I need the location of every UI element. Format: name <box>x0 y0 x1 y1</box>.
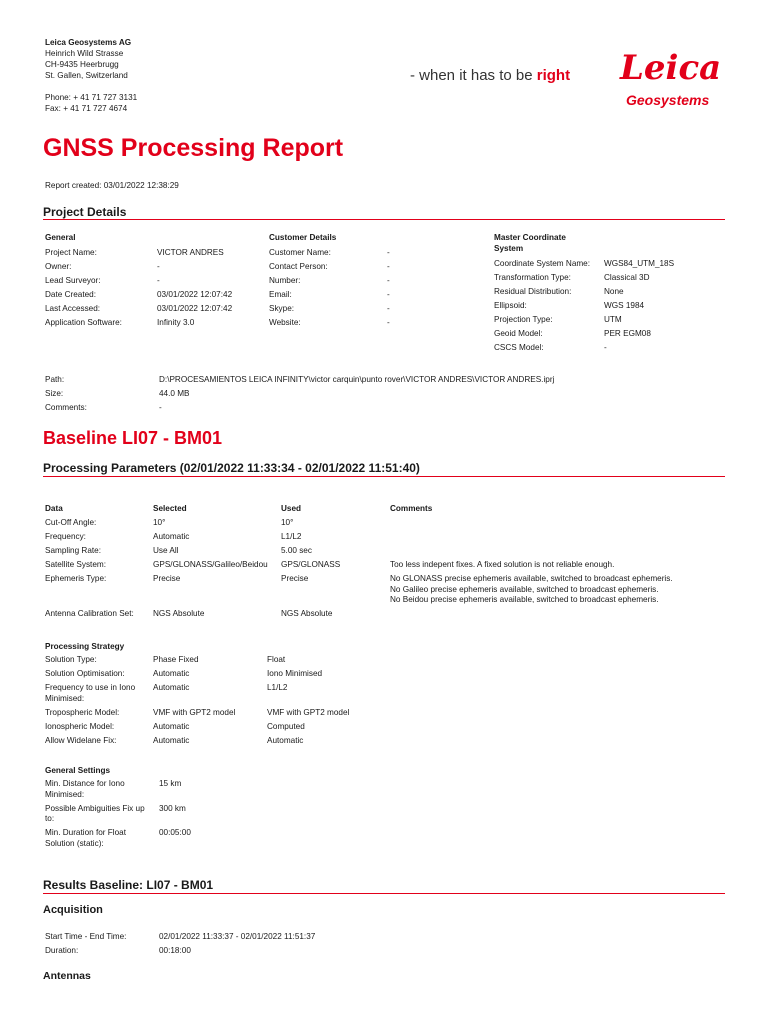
company-fax: Fax: + 41 71 727 4674 <box>45 104 128 113</box>
tagline-emph: right <box>536 67 571 84</box>
kv-key: Skype: <box>269 304 295 313</box>
params-selected: GPS/GLONASS/Galileo/Beidou <box>153 560 268 569</box>
acquisition-row <box>45 932 545 943</box>
acquisition-key: Duration: <box>45 946 79 955</box>
params-used: 10° <box>281 518 294 527</box>
strategy-table <box>45 641 445 750</box>
strategy-used: Automatic <box>267 735 304 745</box>
acquisition-value: 02/01/2022 11:33:37 - 02/01/2022 11:51:37 <box>159 932 316 941</box>
strategy-row <box>45 683 445 704</box>
params-comment: Too less indepent fixes. A fixed solution is not reliable enough. <box>390 560 615 569</box>
kv-value: 03/01/2022 12:07:42 <box>157 290 233 299</box>
brand-tagline <box>410 67 570 84</box>
params-row <box>45 574 735 606</box>
kv-key: Path: <box>45 375 65 384</box>
settings-value: 00:05:00 <box>159 828 191 837</box>
company-name: Leica Geosystems AG <box>45 38 132 47</box>
kv-value: - <box>604 343 607 352</box>
params-comment: No GLONASS precise ephemeris available, switched to broadcast ephemeris. No Galileo precise ephemeris available, switched to broadcast ephemeris. No Beidou precise ephemeris available, switched to broadcast ephemeris. <box>390 574 673 604</box>
settings-row <box>45 828 445 849</box>
strategy-key: Tropospheric Model: <box>45 707 120 717</box>
general-group <box>45 232 245 331</box>
params-col-header: Selected <box>153 504 187 513</box>
kv-value: WGS84_UTM_18S <box>604 259 675 268</box>
kv-row <box>269 261 469 272</box>
kv-key: Number: <box>269 276 301 285</box>
kv-key: CSCS Model: <box>494 343 544 352</box>
params-key: Antenna Calibration Set: <box>45 609 134 618</box>
strategy-used: Float <box>267 655 286 664</box>
kv-row <box>45 317 245 328</box>
kv-key: Website: <box>269 318 301 327</box>
params-comment <box>390 532 690 543</box>
company-phone: Phone: + 41 71 727 3131 <box>45 93 138 102</box>
strategy-used: L1/L2 <box>267 683 288 692</box>
strategy-key: Frequency to use in Iono Minimised: <box>45 683 136 703</box>
params-row <box>45 609 735 620</box>
params-col-header: Comments <box>390 504 433 513</box>
settings-key: Min. Duration for Float Solution (static): <box>45 828 126 848</box>
general-title: General <box>45 233 76 242</box>
kv-row <box>45 374 735 385</box>
params-used: 5.00 sec <box>281 546 312 555</box>
params-key: Sampling Rate: <box>45 546 101 555</box>
params-selected: 10° <box>153 518 166 527</box>
params-key: Frequency: <box>45 532 86 541</box>
customer-title: Customer Details <box>269 233 337 242</box>
acquisition-title: Acquisition <box>43 904 103 916</box>
kv-row <box>45 275 245 286</box>
params-selected: Automatic <box>153 532 190 541</box>
results-heading: Results Baseline: LI07 - BM01 <box>43 878 214 892</box>
kv-row <box>269 289 469 300</box>
kv-key: Coordinate System Name: <box>494 259 591 268</box>
kv-row <box>269 247 469 258</box>
kv-key: Last Accessed: <box>45 304 101 313</box>
acquisition-value: 00:18:00 <box>159 946 191 955</box>
kv-value: - <box>387 262 390 271</box>
kv-value: None <box>604 287 624 296</box>
report-created: Report created: 03/01/2022 12:38:29 <box>45 181 179 190</box>
leica-logo <box>612 35 732 115</box>
params-heading: Processing Parameters (02/01/2022 11:33:34 - 02/01/2022 11:51:40) <box>43 461 420 475</box>
strategy-row <box>45 669 445 680</box>
kv-value: - <box>157 262 160 271</box>
params-selected: NGS Absolute <box>153 609 205 618</box>
params-key: Ephemeris Type: <box>45 574 107 583</box>
kv-value: Classical 3D <box>604 273 650 282</box>
strategy-selected: Automatic <box>153 683 190 692</box>
general-settings-table <box>45 765 445 853</box>
baseline-title: Baseline LI07 - BM01 <box>43 428 223 448</box>
kv-row <box>494 272 724 283</box>
strategy-row <box>45 655 445 666</box>
params-row <box>45 560 735 571</box>
params-table <box>45 504 735 623</box>
strategy-used: VMF with GPT2 model <box>267 707 350 717</box>
strategy-row <box>45 736 445 747</box>
strategy-key: Allow Widelane Fix: <box>45 735 117 745</box>
params-comment <box>390 609 690 620</box>
params-selected: Precise <box>153 574 181 583</box>
strategy-selected: VMF with GPT2 model <box>153 707 236 717</box>
kv-value: WGS 1984 <box>604 301 645 310</box>
kv-row <box>45 388 735 399</box>
kv-value: 44.0 MB <box>159 389 190 398</box>
params-comment <box>390 518 690 529</box>
company-street: Heinrich Wild Strasse <box>45 49 124 58</box>
settings-key: Min. Distance for Iono Minimised: <box>45 779 125 799</box>
kv-key: Owner: <box>45 262 72 271</box>
master-title: Master Coordinate System <box>494 233 566 253</box>
kv-value: VICTOR ANDRES <box>157 248 224 257</box>
acquisition-key: Start Time - End Time: <box>45 932 127 941</box>
strategy-title: Processing Strategy <box>45 642 125 651</box>
results-rule <box>43 893 725 894</box>
company-address <box>45 37 137 114</box>
kv-value: UTM <box>604 315 622 324</box>
params-key: Satellite System: <box>45 560 106 569</box>
kv-key: Transformation Type: <box>494 273 571 282</box>
logo-sub: Geosystems <box>626 92 710 108</box>
settings-value: 300 km <box>159 803 186 813</box>
strategy-selected: Phase Fixed <box>153 655 199 664</box>
params-used: GPS/GLONASS <box>281 560 341 569</box>
params-rule <box>43 476 725 477</box>
report-title: GNSS Processing Report <box>43 134 344 162</box>
kv-key: Date Created: <box>45 290 96 299</box>
project-rule <box>43 219 725 220</box>
params-key: Cut-Off Angle: <box>45 518 97 527</box>
kv-key: Residual Distribution: <box>494 287 572 296</box>
kv-key: Projection Type: <box>494 315 553 324</box>
params-selected: Use All <box>153 546 179 555</box>
params-header-row <box>45 504 735 515</box>
params-used: Precise <box>281 574 309 583</box>
kv-value: PER EGM08 <box>604 329 651 338</box>
general-settings-title: General Settings <box>45 766 111 775</box>
tagline-prefix: - when it has to be <box>410 67 537 84</box>
params-col-header: Data <box>45 504 63 513</box>
params-used: L1/L2 <box>281 532 302 541</box>
kv-key: Lead Surveyor: <box>45 276 101 285</box>
settings-key: Possible Ambiguities Fix up to: <box>45 803 145 823</box>
kv-value: - <box>387 276 390 285</box>
company-region: St. Gallen, Switzerland <box>45 71 128 80</box>
acquisition-row <box>45 946 545 957</box>
settings-row <box>45 804 445 825</box>
params-row <box>45 532 735 543</box>
kv-row <box>494 314 724 325</box>
strategy-selected: Automatic <box>153 669 190 678</box>
kv-key: Comments: <box>45 403 87 412</box>
params-used: NGS Absolute <box>281 609 333 618</box>
kv-key: Customer Name: <box>269 248 331 257</box>
kv-value: - <box>387 290 390 299</box>
strategy-key: Solution Type: <box>45 655 97 664</box>
customer-group <box>269 232 469 331</box>
kv-row <box>494 300 724 311</box>
strategy-selected: Automatic <box>153 735 190 745</box>
kv-row <box>45 402 735 413</box>
kv-key: Geoid Model: <box>494 329 543 338</box>
kv-row <box>269 275 469 286</box>
strategy-used: Iono Minimised <box>267 669 323 678</box>
master-group <box>494 232 724 356</box>
kv-key: Size: <box>45 389 64 398</box>
kv-value: D:\PROCESAMIENTOS LEICA INFINITY\victor carquin\punto rover\VICTOR ANDRES\VICTOR ANDRES.iprj <box>159 375 555 384</box>
company-city: CH-9435 Heerbrugg <box>45 60 119 69</box>
acquisition-table <box>45 932 545 960</box>
kv-key: Contact Person: <box>269 262 328 271</box>
params-comment <box>390 546 690 557</box>
params-row <box>45 546 735 557</box>
kv-row <box>45 289 245 300</box>
kv-value: - <box>159 403 162 412</box>
kv-row <box>494 286 724 297</box>
kv-row <box>45 247 245 258</box>
strategy-selected: Automatic <box>153 721 190 731</box>
kv-value: 03/01/2022 12:07:42 <box>157 304 233 313</box>
params-col-header: Used <box>281 504 302 513</box>
kv-row <box>494 342 724 353</box>
kv-value: - <box>387 248 390 257</box>
settings-value: 15 km <box>159 779 182 788</box>
params-row <box>45 518 735 529</box>
kv-row <box>45 303 245 314</box>
kv-key: Ellipsoid: <box>494 301 527 310</box>
kv-value: - <box>157 276 160 285</box>
kv-key: Email: <box>269 290 292 299</box>
settings-row <box>45 779 445 800</box>
kv-row <box>494 328 724 339</box>
kv-value: Infinity 3.0 <box>157 318 195 327</box>
strategy-key: Ionospheric Model: <box>45 721 115 731</box>
files-group <box>45 374 735 416</box>
kv-value: - <box>387 304 390 313</box>
kv-value: - <box>387 318 390 327</box>
strategy-used: Computed <box>267 721 305 731</box>
kv-key: Project Name: <box>45 248 97 257</box>
kv-key: Application Software: <box>45 318 122 327</box>
kv-row <box>494 258 724 269</box>
kv-row <box>269 303 469 314</box>
strategy-key: Solution Optimisation: <box>45 669 125 678</box>
project-heading: Project Details <box>43 205 127 219</box>
kv-row <box>269 317 469 328</box>
strategy-row <box>45 708 445 719</box>
antennas-title: Antennas <box>43 970 91 982</box>
logo-word: Leica <box>620 48 722 88</box>
kv-row <box>45 261 245 272</box>
strategy-row <box>45 722 445 733</box>
